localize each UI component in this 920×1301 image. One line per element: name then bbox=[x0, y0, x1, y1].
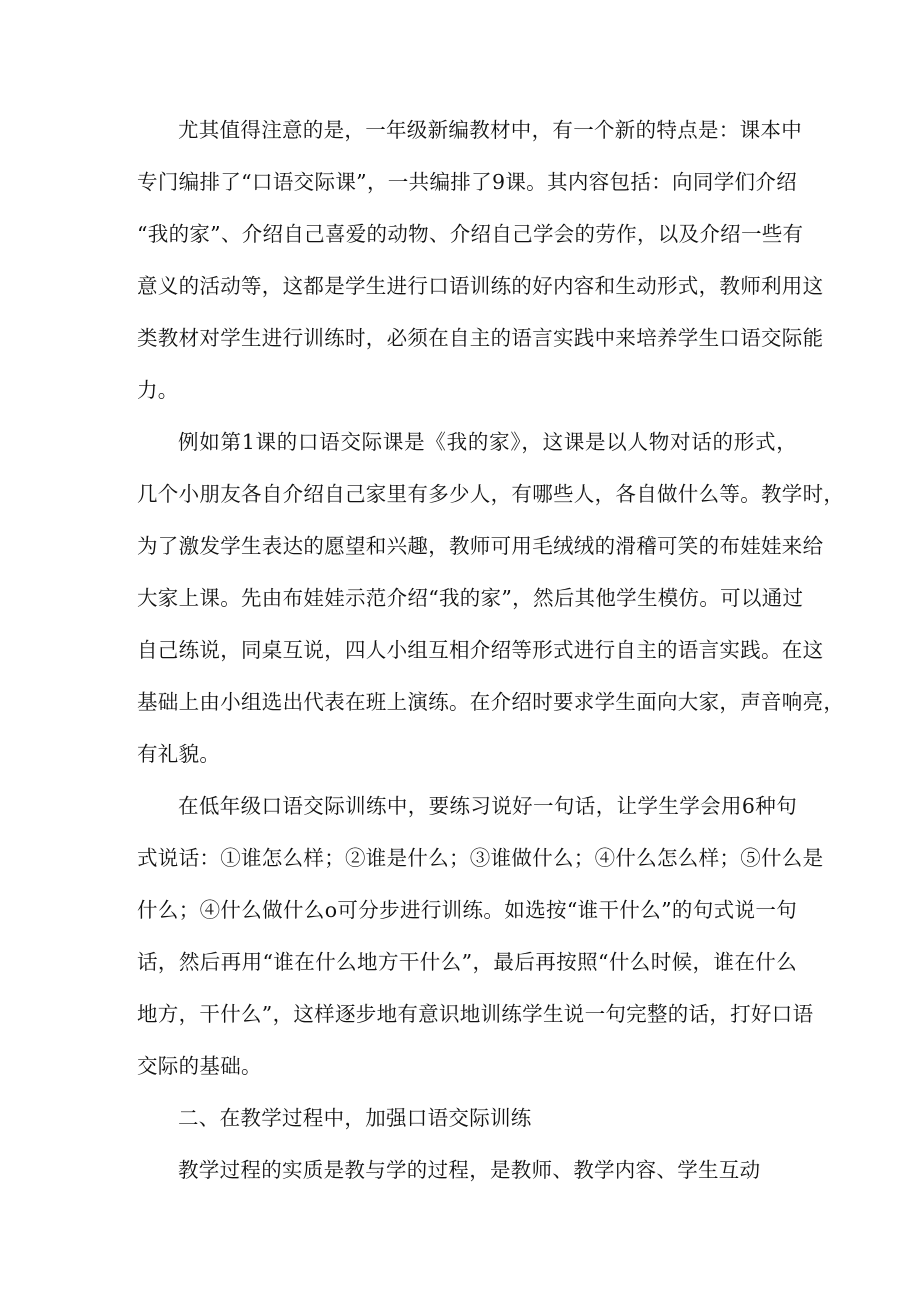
paragraph-1-line-6: 力。 bbox=[137, 378, 179, 402]
paragraph-3-line-6: 交际的基础。 bbox=[137, 1054, 262, 1078]
paragraph-2-line-3: 为了激发学生表达的愿望和兴趣，教师可用毛绒绒的滑稽可笑的布娃娃来给 bbox=[137, 534, 824, 558]
paragraph-2-line-5: 自己练说，同桌互说，四人小组互相介绍等形式进行自主的语言实践。在这 bbox=[137, 638, 824, 662]
paragraph-3-line-2: 式说话：①谁怎么样；②谁是什么；③谁做什么；④什么怎么样；⑤什么是 bbox=[137, 846, 824, 870]
paragraph-1-line-2: 专门编排了“口语交际课”，一共编排了9课。其内容包括：向同学们介绍 bbox=[137, 170, 797, 194]
paragraph-1-line-4: 意义的活动等，这都是学生进行口语训练的好内容和生动形式，教师利用这 bbox=[137, 274, 824, 298]
paragraph-3-line-4: 话，然后再用“谁在什么地方干什么”，最后再按照“什么时候，谁在什么 bbox=[137, 950, 797, 974]
paragraph-4-line-1: 教学过程的实质是教与学的过程，是教师、教学内容、学生互动 bbox=[178, 1158, 761, 1182]
paragraph-1-line-3: “我的家”、介绍自己喜爱的动物、介绍自己学会的劳作，以及介绍一些有 bbox=[137, 222, 804, 246]
paragraph-2-line-1: 例如第1课的口语交际课是《我的家》，这课是以人物对话的形式， bbox=[178, 430, 797, 454]
paragraph-2-line-7: 有礼貌。 bbox=[137, 742, 221, 766]
paragraph-3-line-5: 地方，干什么”，这样逐步地有意识地训练学生说一句完整的话，打好口语 bbox=[137, 1002, 814, 1026]
paragraph-3-line-3: 什么；④什么做什么o可分步进行训练。如选按“谁干什么”的句式说一句 bbox=[137, 898, 797, 922]
paragraph-2-line-4: 大家上课。先由布娃娃示范介绍“我的家”，然后其他学生模仿。可以通过 bbox=[137, 586, 804, 610]
section-heading: 二、在教学过程中，加强口语交际训练 bbox=[178, 1106, 532, 1130]
paragraph-3-line-1: 在低年级口语交际训练中，要练习说好一句话，让学生学会用6种句 bbox=[178, 794, 797, 818]
paragraph-1-line-1: 尤其值得注意的是，一年级新编教材中，有一个新的特点是：课本中 bbox=[178, 118, 802, 142]
paragraph-2-line-2: 几个小朋友各自介绍自己家里有多少人，有哪些人，各自做什么等。教学时， bbox=[137, 482, 845, 506]
paragraph-2-line-6: 基础上由小组选出代表在班上演练。在介绍时要求学生面向大家，声音响亮， bbox=[137, 690, 845, 714]
paragraph-1-line-5: 类教材对学生进行训练时，必须在自主的语言实践中来培养学生口语交际能 bbox=[137, 326, 824, 350]
